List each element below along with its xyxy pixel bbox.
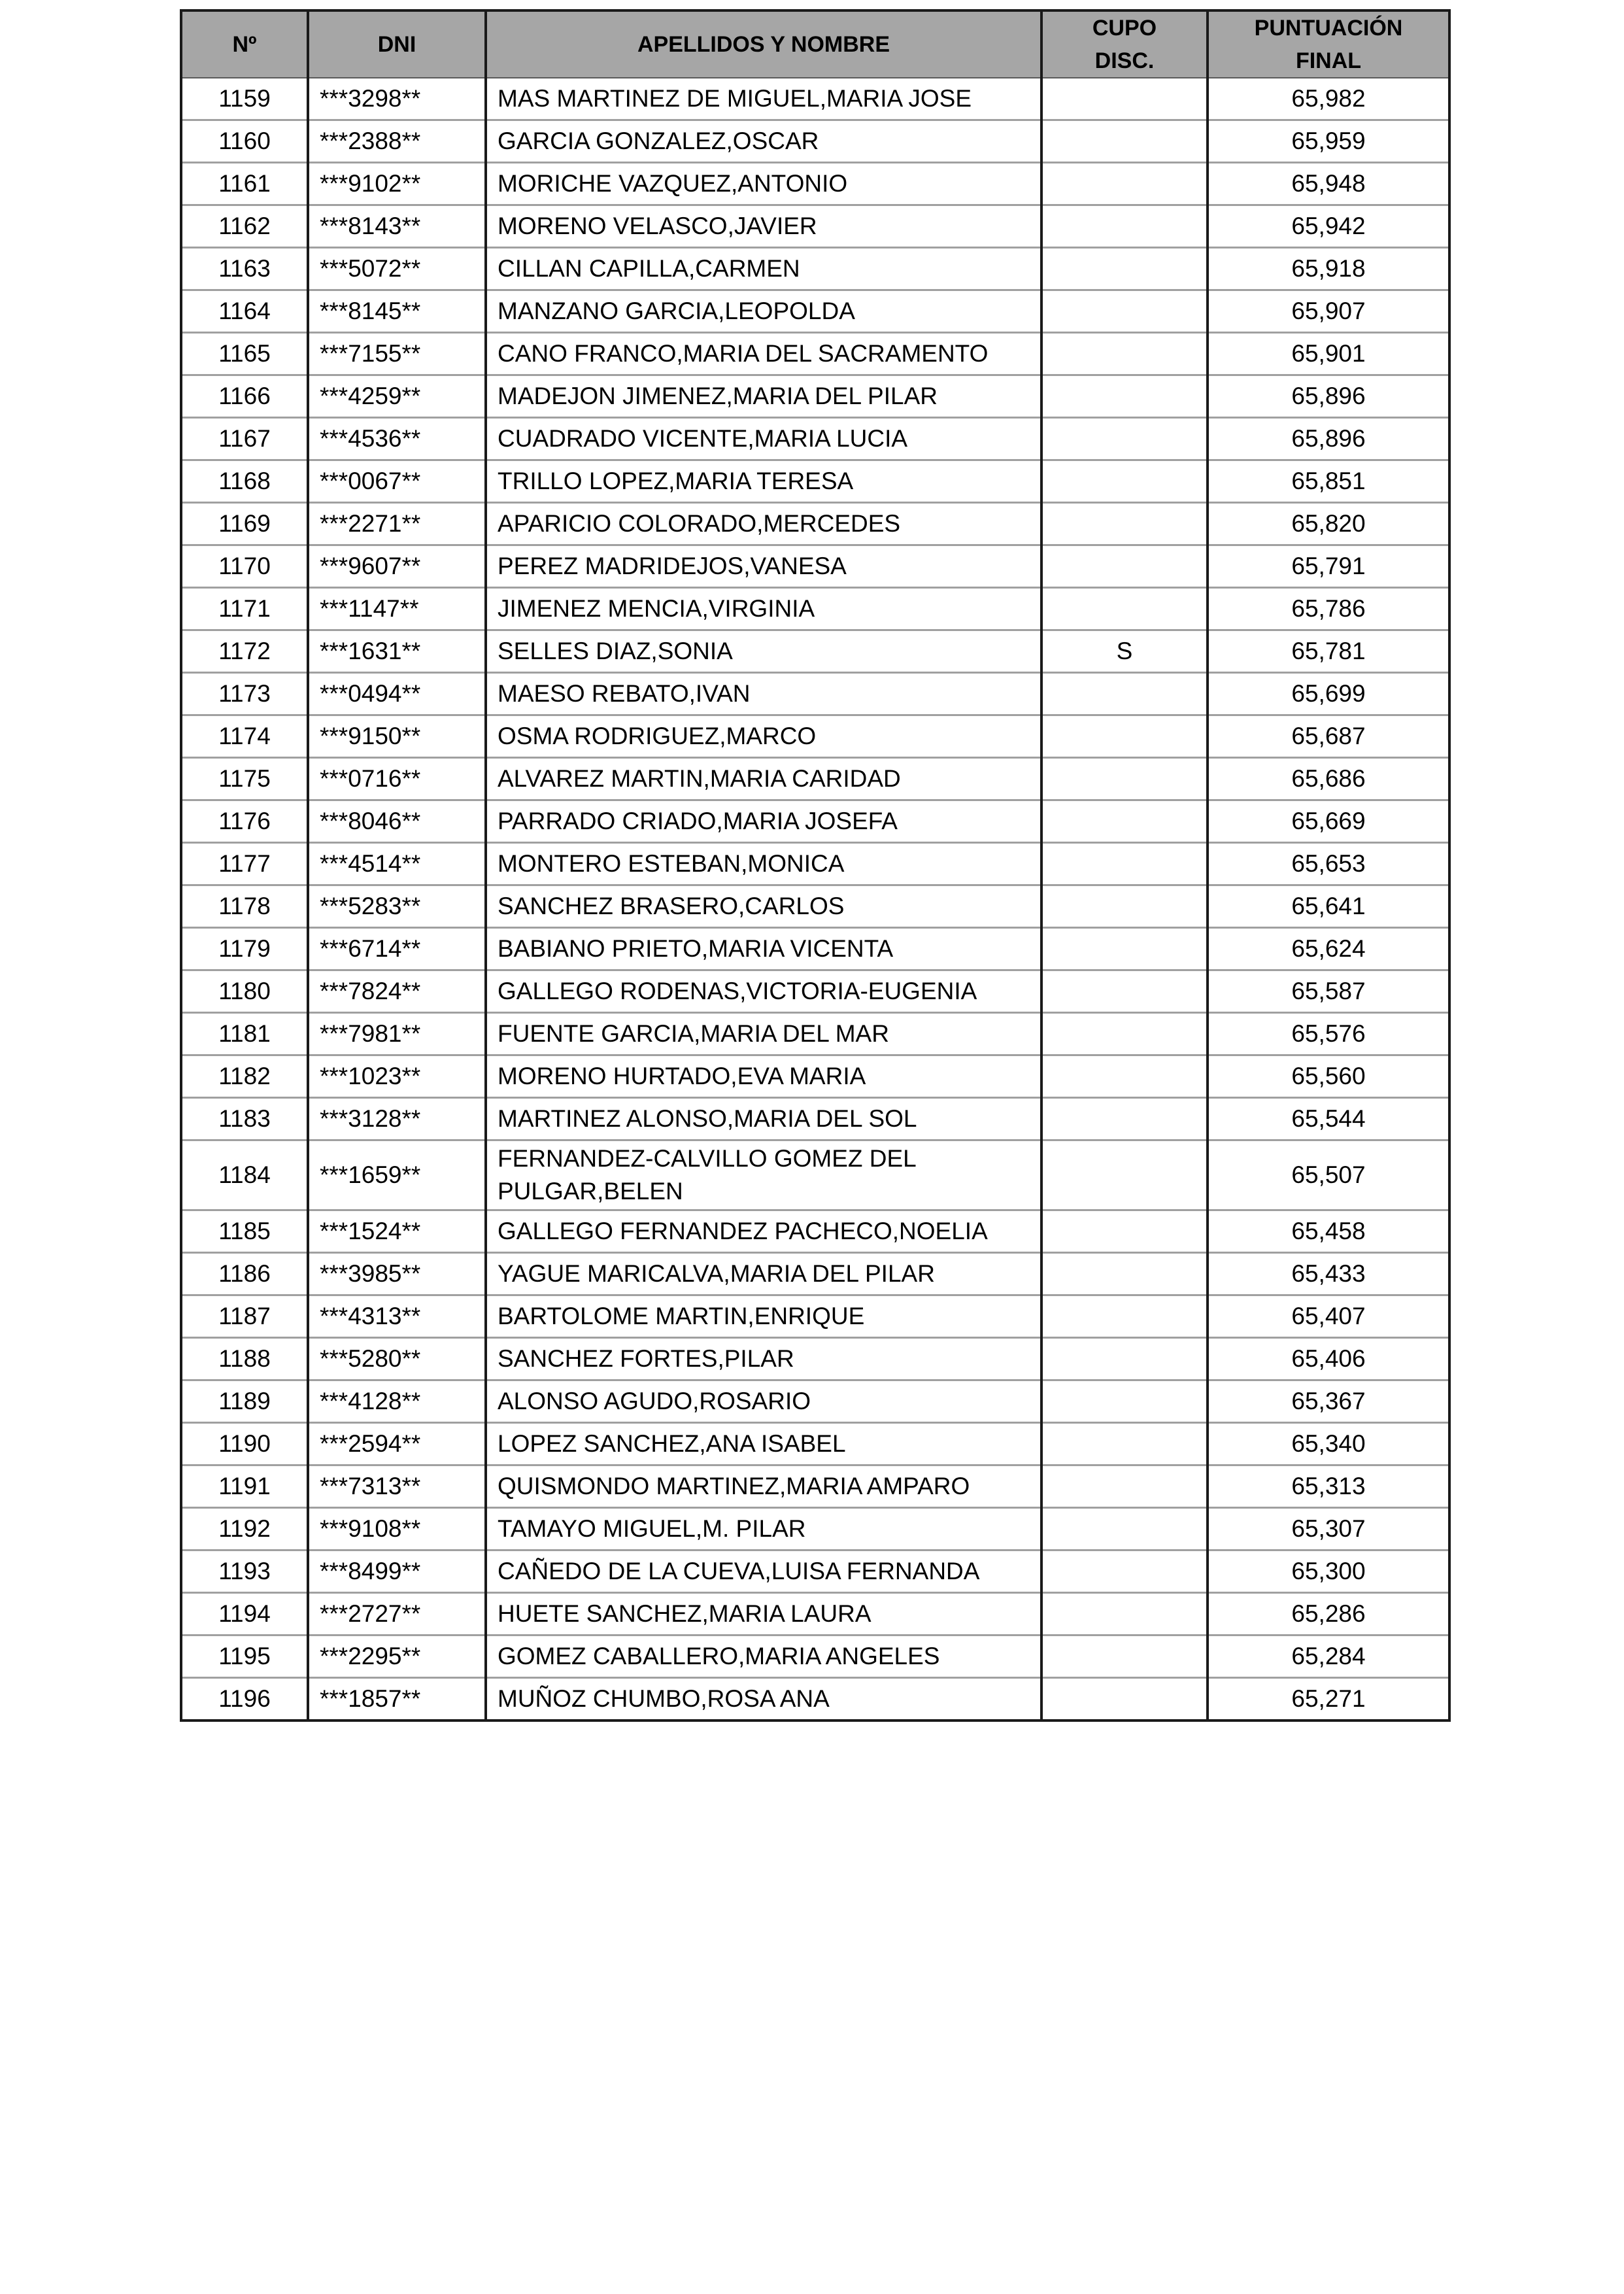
- cell-name: TRILLO LOPEZ,MARIA TERESA: [486, 460, 1041, 503]
- cell-cupo: [1041, 290, 1208, 333]
- cell-dni: ***5072**: [308, 248, 486, 290]
- cell-name: QUISMONDO MARTINEZ,MARIA AMPARO: [486, 1465, 1041, 1508]
- cell-dni: ***2594**: [308, 1423, 486, 1465]
- cell-dni: ***2271**: [308, 503, 486, 545]
- cell-cupo: [1041, 1013, 1208, 1055]
- table-row: [181, 630, 1449, 673]
- header-num-label: Nº: [232, 32, 257, 57]
- cell-name: MORENO HURTADO,EVA MARIA: [486, 1055, 1041, 1098]
- cell-name: HUETE SANCHEZ,MARIA LAURA: [486, 1593, 1041, 1635]
- cell-score: 65,669: [1208, 800, 1449, 843]
- table-row: [181, 1465, 1449, 1508]
- cell-score: 65,820: [1208, 503, 1449, 545]
- cell-num: 1192: [181, 1508, 308, 1550]
- cell-score: 65,942: [1208, 205, 1449, 248]
- cell-score: 65,286: [1208, 1593, 1449, 1635]
- cell-dni: ***2295**: [308, 1635, 486, 1678]
- cell-score: 65,896: [1208, 375, 1449, 418]
- cell-num: 1193: [181, 1550, 308, 1593]
- cell-num: 1189: [181, 1380, 308, 1423]
- cell-cupo: [1041, 1465, 1208, 1508]
- cell-name: FERNANDEZ-CALVILLO GOMEZ DEL PULGAR,BELEN: [486, 1140, 1041, 1210]
- header-row: [181, 10, 1449, 78]
- cell-num: 1196: [181, 1678, 308, 1721]
- cell-cupo: [1041, 205, 1208, 248]
- cell-name: GARCIA GONZALEZ,OSCAR: [486, 120, 1041, 163]
- cell-cupo: [1041, 885, 1208, 928]
- table-row: [181, 588, 1449, 630]
- cell-name: MUÑOZ CHUMBO,ROSA ANA: [486, 1678, 1041, 1721]
- table-row: [181, 1380, 1449, 1423]
- header-score-label-line1: PUNTUACIÓN: [1254, 16, 1403, 41]
- cell-dni: ***9102**: [308, 163, 486, 205]
- cell-name: YAGUE MARICALVA,MARIA DEL PILAR: [486, 1253, 1041, 1295]
- cell-score: 65,653: [1208, 843, 1449, 885]
- table-row: [181, 970, 1449, 1013]
- table-row: [181, 800, 1449, 843]
- cell-cupo: [1041, 1678, 1208, 1721]
- table-row: [181, 78, 1449, 120]
- table-row: [181, 163, 1449, 205]
- table-row: [181, 333, 1449, 375]
- cell-num: 1195: [181, 1635, 308, 1678]
- cell-name: TAMAYO MIGUEL,M. PILAR: [486, 1508, 1041, 1550]
- cell-cupo: [1041, 673, 1208, 715]
- cell-score: 65,624: [1208, 928, 1449, 970]
- cell-num: 1161: [181, 163, 308, 205]
- cell-num: 1183: [181, 1098, 308, 1140]
- cell-num: 1165: [181, 333, 308, 375]
- cell-dni: ***1659**: [308, 1140, 486, 1210]
- header-name-label: APELLIDOS Y NOMBRE: [637, 32, 890, 57]
- cell-score: 65,313: [1208, 1465, 1449, 1508]
- cell-name: MORENO VELASCO,JAVIER: [486, 205, 1041, 248]
- header-score: [1208, 10, 1449, 78]
- cell-num: 1186: [181, 1253, 308, 1295]
- cell-name: ALONSO AGUDO,ROSARIO: [486, 1380, 1041, 1423]
- cell-dni: ***5280**: [308, 1338, 486, 1380]
- header-name: [486, 10, 1041, 78]
- table-row: [181, 1140, 1449, 1210]
- table-row: [181, 503, 1449, 545]
- cell-score: 65,641: [1208, 885, 1449, 928]
- cell-num: 1162: [181, 205, 308, 248]
- cell-dni: ***7824**: [308, 970, 486, 1013]
- cell-cupo: [1041, 1295, 1208, 1338]
- cell-dni: ***4313**: [308, 1295, 486, 1338]
- cell-score: 65,699: [1208, 673, 1449, 715]
- cell-name: BARTOLOME MARTIN,ENRIQUE: [486, 1295, 1041, 1338]
- cell-name: GALLEGO FERNANDEZ PACHECO,NOELIA: [486, 1210, 1041, 1253]
- cell-cupo: [1041, 1338, 1208, 1380]
- cell-cupo: [1041, 588, 1208, 630]
- cell-dni: ***1147**: [308, 588, 486, 630]
- cell-dni: ***7981**: [308, 1013, 486, 1055]
- cell-dni: ***5283**: [308, 885, 486, 928]
- cell-num: 1175: [181, 758, 308, 800]
- cell-dni: ***4514**: [308, 843, 486, 885]
- table-row: [181, 120, 1449, 163]
- cell-num: 1171: [181, 588, 308, 630]
- header-cupo-label-line2: DISC.: [1094, 48, 1155, 73]
- cell-cupo: [1041, 163, 1208, 205]
- cell-dni: ***0494**: [308, 673, 486, 715]
- table-row: [181, 715, 1449, 758]
- table-row: [181, 1055, 1449, 1098]
- cell-name: PARRADO CRIADO,MARIA JOSEFA: [486, 800, 1041, 843]
- table-body: [181, 78, 1449, 1720]
- cell-name: LOPEZ SANCHEZ,ANA ISABEL: [486, 1423, 1041, 1465]
- table-row: [181, 758, 1449, 800]
- cell-name: OSMA RODRIGUEZ,MARCO: [486, 715, 1041, 758]
- cell-num: 1166: [181, 375, 308, 418]
- cell-cupo: [1041, 333, 1208, 375]
- table-row: [181, 1550, 1449, 1593]
- cell-score: 65,576: [1208, 1013, 1449, 1055]
- cell-score: 65,982: [1208, 78, 1449, 120]
- cell-score: 65,781: [1208, 630, 1449, 673]
- cell-num: 1170: [181, 545, 308, 588]
- cell-num: 1173: [181, 673, 308, 715]
- cell-dni: ***9607**: [308, 545, 486, 588]
- cell-cupo: [1041, 1380, 1208, 1423]
- table-row: [181, 1098, 1449, 1140]
- cell-num: 1168: [181, 460, 308, 503]
- cell-score: 65,560: [1208, 1055, 1449, 1098]
- table-row: [181, 1593, 1449, 1635]
- header-cupo: [1041, 10, 1208, 78]
- cell-score: 65,284: [1208, 1635, 1449, 1678]
- cell-dni: ***0716**: [308, 758, 486, 800]
- cell-score: 65,907: [1208, 290, 1449, 333]
- cell-dni: ***8499**: [308, 1550, 486, 1593]
- cell-dni: ***4259**: [308, 375, 486, 418]
- cell-num: 1164: [181, 290, 308, 333]
- cell-name: MARTINEZ ALONSO,MARIA DEL SOL: [486, 1098, 1041, 1140]
- cell-cupo: [1041, 1593, 1208, 1635]
- cell-cupo: [1041, 758, 1208, 800]
- cell-num: 1190: [181, 1423, 308, 1465]
- cell-num: 1163: [181, 248, 308, 290]
- table-row: [181, 1338, 1449, 1380]
- cell-num: 1176: [181, 800, 308, 843]
- table-row: [181, 1508, 1449, 1550]
- cell-dni: ***4128**: [308, 1380, 486, 1423]
- cell-dni: ***4536**: [308, 418, 486, 460]
- cell-num: 1178: [181, 885, 308, 928]
- cell-score: 65,271: [1208, 1678, 1449, 1721]
- cell-name: MORICHE VAZQUEZ,ANTONIO: [486, 163, 1041, 205]
- cell-dni: ***1631**: [308, 630, 486, 673]
- cell-dni: ***2388**: [308, 120, 486, 163]
- cell-name: BABIANO PRIETO,MARIA VICENTA: [486, 928, 1041, 970]
- table-row: [181, 1210, 1449, 1253]
- cell-num: 1180: [181, 970, 308, 1013]
- cell-cupo: [1041, 843, 1208, 885]
- cell-score: 65,300: [1208, 1550, 1449, 1593]
- cell-num: 1172: [181, 630, 308, 673]
- cell-num: 1187: [181, 1295, 308, 1338]
- cell-score: 65,307: [1208, 1508, 1449, 1550]
- cell-dni: ***7313**: [308, 1465, 486, 1508]
- cell-cupo: [1041, 928, 1208, 970]
- cell-name: CILLAN CAPILLA,CARMEN: [486, 248, 1041, 290]
- cell-dni: ***8143**: [308, 205, 486, 248]
- cell-score: 65,544: [1208, 1098, 1449, 1140]
- cell-name: CUADRADO VICENTE,MARIA LUCIA: [486, 418, 1041, 460]
- cell-dni: ***9150**: [308, 715, 486, 758]
- cell-cupo: [1041, 460, 1208, 503]
- header-num: [181, 10, 308, 78]
- cell-dni: ***3128**: [308, 1098, 486, 1140]
- cell-score: 65,407: [1208, 1295, 1449, 1338]
- cell-cupo: [1041, 1253, 1208, 1295]
- cell-num: 1181: [181, 1013, 308, 1055]
- cell-score: 65,687: [1208, 715, 1449, 758]
- table-row: [181, 290, 1449, 333]
- cell-name: SANCHEZ BRASERO,CARLOS: [486, 885, 1041, 928]
- cell-dni: ***3985**: [308, 1253, 486, 1295]
- cell-dni: ***2727**: [308, 1593, 486, 1635]
- cell-dni: ***3298**: [308, 78, 486, 120]
- cell-cupo: [1041, 418, 1208, 460]
- cell-name: PEREZ MADRIDEJOS,VANESA: [486, 545, 1041, 588]
- cell-score: 65,587: [1208, 970, 1449, 1013]
- cell-cupo: [1041, 1508, 1208, 1550]
- table-row: [181, 673, 1449, 715]
- cell-cupo: [1041, 248, 1208, 290]
- cell-num: 1169: [181, 503, 308, 545]
- table-row: [181, 545, 1449, 588]
- cell-score: 65,406: [1208, 1338, 1449, 1380]
- cell-cupo: [1041, 120, 1208, 163]
- table-row: [181, 375, 1449, 418]
- table-row: [181, 1013, 1449, 1055]
- cell-cupo: [1041, 1210, 1208, 1253]
- header-score-label-line2: FINAL: [1295, 48, 1362, 73]
- cell-cupo: [1041, 1098, 1208, 1140]
- results-table: [180, 9, 1451, 1722]
- cell-name: MONTERO ESTEBAN,MONICA: [486, 843, 1041, 885]
- cell-num: 1188: [181, 1338, 308, 1380]
- cell-num: 1184: [181, 1140, 308, 1210]
- cell-cupo: [1041, 1550, 1208, 1593]
- cell-name: MAESO REBATO,IVAN: [486, 673, 1041, 715]
- table-row: [181, 1678, 1449, 1721]
- cell-score: 65,791: [1208, 545, 1449, 588]
- header-dni-label: DNI: [377, 32, 416, 57]
- table-row: [181, 418, 1449, 460]
- cell-cupo: [1041, 1423, 1208, 1465]
- cell-name: CANO FRANCO,MARIA DEL SACRAMENTO: [486, 333, 1041, 375]
- cell-score: 65,340: [1208, 1423, 1449, 1465]
- cell-cupo: S: [1041, 630, 1208, 673]
- cell-dni: ***1023**: [308, 1055, 486, 1098]
- table-row: [181, 1253, 1449, 1295]
- table-row: [181, 843, 1449, 885]
- cell-dni: ***8046**: [308, 800, 486, 843]
- cell-num: 1159: [181, 78, 308, 120]
- cell-name: FUENTE GARCIA,MARIA DEL MAR: [486, 1013, 1041, 1055]
- cell-dni: ***0067**: [308, 460, 486, 503]
- cell-cupo: [1041, 800, 1208, 843]
- table-row: [181, 928, 1449, 970]
- cell-num: 1182: [181, 1055, 308, 1098]
- cell-name: GALLEGO RODENAS,VICTORIA-EUGENIA: [486, 970, 1041, 1013]
- cell-name: GOMEZ CABALLERO,MARIA ANGELES: [486, 1635, 1041, 1678]
- cell-dni: ***9108**: [308, 1508, 486, 1550]
- cell-score: 65,507: [1208, 1140, 1449, 1210]
- cell-dni: ***8145**: [308, 290, 486, 333]
- cell-num: 1177: [181, 843, 308, 885]
- cell-score: 65,686: [1208, 758, 1449, 800]
- cell-cupo: [1041, 1055, 1208, 1098]
- cell-dni: ***1857**: [308, 1678, 486, 1721]
- cell-name: MADEJON JIMENEZ,MARIA DEL PILAR: [486, 375, 1041, 418]
- cell-score: 65,367: [1208, 1380, 1449, 1423]
- cell-score: 65,901: [1208, 333, 1449, 375]
- header-dni: [308, 10, 486, 78]
- cell-num: 1174: [181, 715, 308, 758]
- cell-cupo: [1041, 545, 1208, 588]
- cell-name: SELLES DIAZ,SONIA: [486, 630, 1041, 673]
- table-header: [181, 10, 1449, 78]
- cell-dni: ***6714**: [308, 928, 486, 970]
- cell-name: CAÑEDO DE LA CUEVA,LUISA FERNANDA: [486, 1550, 1041, 1593]
- cell-num: 1194: [181, 1593, 308, 1635]
- cell-name: MANZANO GARCIA,LEOPOLDA: [486, 290, 1041, 333]
- cell-num: 1167: [181, 418, 308, 460]
- cell-name: APARICIO COLORADO,MERCEDES: [486, 503, 1041, 545]
- cell-num: 1179: [181, 928, 308, 970]
- cell-score: 65,786: [1208, 588, 1449, 630]
- cell-num: 1191: [181, 1465, 308, 1508]
- cell-cupo: [1041, 1635, 1208, 1678]
- table-row: [181, 1295, 1449, 1338]
- cell-dni: ***7155**: [308, 333, 486, 375]
- header-cupo-label-line1: CUPO: [1092, 16, 1157, 41]
- cell-score: 65,851: [1208, 460, 1449, 503]
- cell-dni: ***1524**: [308, 1210, 486, 1253]
- cell-cupo: [1041, 970, 1208, 1013]
- cell-score: 65,918: [1208, 248, 1449, 290]
- cell-cupo: [1041, 715, 1208, 758]
- cell-cupo: [1041, 375, 1208, 418]
- cell-score: 65,433: [1208, 1253, 1449, 1295]
- table-row: [181, 1635, 1449, 1678]
- cell-score: 65,896: [1208, 418, 1449, 460]
- table-row: [181, 1423, 1449, 1465]
- cell-cupo: [1041, 78, 1208, 120]
- cell-name: JIMENEZ MENCIA,VIRGINIA: [486, 588, 1041, 630]
- cell-num: 1185: [181, 1210, 308, 1253]
- table-row: [181, 460, 1449, 503]
- cell-cupo: [1041, 1140, 1208, 1210]
- table-row: [181, 205, 1449, 248]
- table-row: [181, 248, 1449, 290]
- cell-score: 65,458: [1208, 1210, 1449, 1253]
- cell-score: 65,948: [1208, 163, 1449, 205]
- cell-name: SANCHEZ FORTES,PILAR: [486, 1338, 1041, 1380]
- cell-name: MAS MARTINEZ DE MIGUEL,MARIA JOSE: [486, 78, 1041, 120]
- cell-num: 1160: [181, 120, 308, 163]
- cell-cupo: [1041, 503, 1208, 545]
- table-row: [181, 885, 1449, 928]
- cell-name: ALVAREZ MARTIN,MARIA CARIDAD: [486, 758, 1041, 800]
- cell-score: 65,959: [1208, 120, 1449, 163]
